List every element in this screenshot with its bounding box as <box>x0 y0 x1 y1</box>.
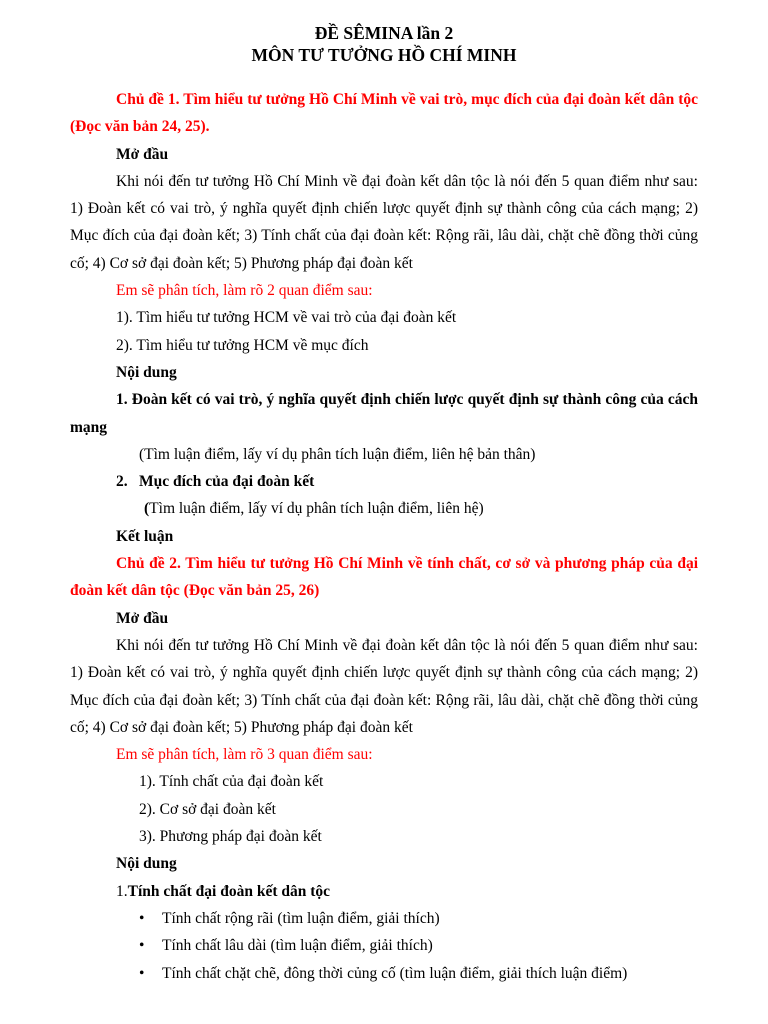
topic-1-heading: Chủ đề 1. Tìm hiểu tư tưởng Hồ Chí Minh về vai trò, mục đích của đại đoàn kết dân tộc (Đọc văn bản 24, 25). <box>70 91 698 136</box>
topic-2-intro-label: Mở đầu <box>116 609 169 627</box>
bullet-dot-icon: • <box>139 937 145 955</box>
topic-1-point-1: 1). Tìm hiểu tư tưởng HCM về vai trò của đại đoàn kết <box>116 309 457 327</box>
bullet-dot-icon: • <box>139 964 145 982</box>
topic-1-content-label: Nội dung <box>116 363 177 381</box>
topic-1-item-2-note-text: Tìm luận điểm, lấy ví dụ phân tích luận điểm, liên hệ) <box>149 500 484 518</box>
topic-1-analysis-line: Em sẽ phân tích, làm rõ 2 quan điểm sau: <box>116 282 373 300</box>
topic-1-point-2: 2). Tìm hiểu tư tưởng HCM về mục đích <box>116 336 369 354</box>
topic-2-point-3: 3). Phương pháp đại đoàn kết <box>139 828 322 846</box>
list-item <box>70 960 698 987</box>
topic-1-conclusion-label: Kết luận <box>116 527 174 545</box>
topic-2-point-2: 2). Cơ sở đại đoàn kết <box>139 800 276 818</box>
topic-1-intro-text: Khi nói đến tư tưởng Hồ Chí Minh về đại đoàn kết dân tộc là nói đến 5 quan điểm như sau: 1) Đoàn kết có vai trò, ý nghĩa quyết định chiến lược quyết định sự thành công của cách mạng; 2) Mục đích của đại đoàn kết; 3) Tính chất của đại đoàn kết: Rộng rãi, lâu dài, chặt chẽ đồng thời củng cố; 4) Cơ sở đại đoàn kết; 5) Phương pháp đại đoàn kết <box>70 172 698 272</box>
topic-2-content-label: Nội dung <box>116 855 177 873</box>
title-line-1: ĐỀ SÊMINA lần 2 <box>314 23 454 43</box>
topic-1-item-2-note-open: ( <box>144 500 150 518</box>
topic-1-item-2-note <box>70 495 698 522</box>
topic-1-item-1-note: (Tìm luận điểm, lấy ví dụ phân tích luận điểm, liên hệ bản thân) <box>139 445 536 463</box>
topic-2-item-1 <box>70 878 698 905</box>
bullet-text: Tính chất rộng rãi (tìm luận điểm, giải thích) <box>162 909 440 927</box>
topic-1-item-2 <box>70 468 698 495</box>
topic-1-item-1-title: 1. Đoàn kết có vai trò, ý nghĩa quyết định chiến lược quyết định sự thành công của cách mạng <box>70 391 698 436</box>
topic-2-bullet-list <box>70 905 698 987</box>
list-item <box>70 932 698 959</box>
bullet-dot-icon: • <box>139 909 145 927</box>
bullet-text: Tính chất chặt chẽ, đông thời củng cố (tìm luận điểm, giải thích luận điểm) <box>162 964 628 982</box>
document-body <box>70 86 698 987</box>
topic-2-point-1: 1). Tính chất của đại đoàn kết <box>139 773 324 791</box>
topic-1-item-2-number: 2. <box>116 473 128 491</box>
topic-2-heading: Chủ đề 2. Tìm hiểu tư tưởng Hồ Chí Minh về tính chất, cơ sở và phương pháp của đại đoàn kết dân tộc (Đọc văn bản 25, 26) <box>70 555 698 600</box>
topic-2-intro-text: Khi nói đến tư tưởng Hồ Chí Minh về đại đoàn kết dân tộc là nói đến 5 quan điểm như sau: 1) Đoàn kết có vai trò, ý nghĩa quyết định chiến lược quyết định sự thành công của cách mạng; 2) Mục đích của đại đoàn kết; 3) Tính chất của đại đoàn kết: Rộng rãi, lâu dài, chặt chẽ đồng thời củng cố; 4) Cơ sở đại đoàn kết; 5) Phương pháp đại đoàn kết <box>70 636 698 736</box>
topic-2-analysis-line: Em sẽ phân tích, làm rõ 3 quan điểm sau: <box>116 746 373 764</box>
bullet-text: Tính chất lâu dài (tìm luận điểm, giải thích) <box>162 937 433 955</box>
list-item <box>70 905 698 932</box>
topic-2-item-1-title: Tính chất đại đoàn kết dân tộc <box>127 882 331 900</box>
topic-2-item-1-number: 1. <box>116 882 128 900</box>
title-line-2: MÔN TƯ TƯỞNG HỒ CHÍ MINH <box>251 45 517 65</box>
topic-1-intro-label: Mở đầu <box>116 145 169 163</box>
document-title <box>70 22 698 66</box>
topic-1-item-2-title: Mục đích của đại đoàn kết <box>139 473 315 491</box>
